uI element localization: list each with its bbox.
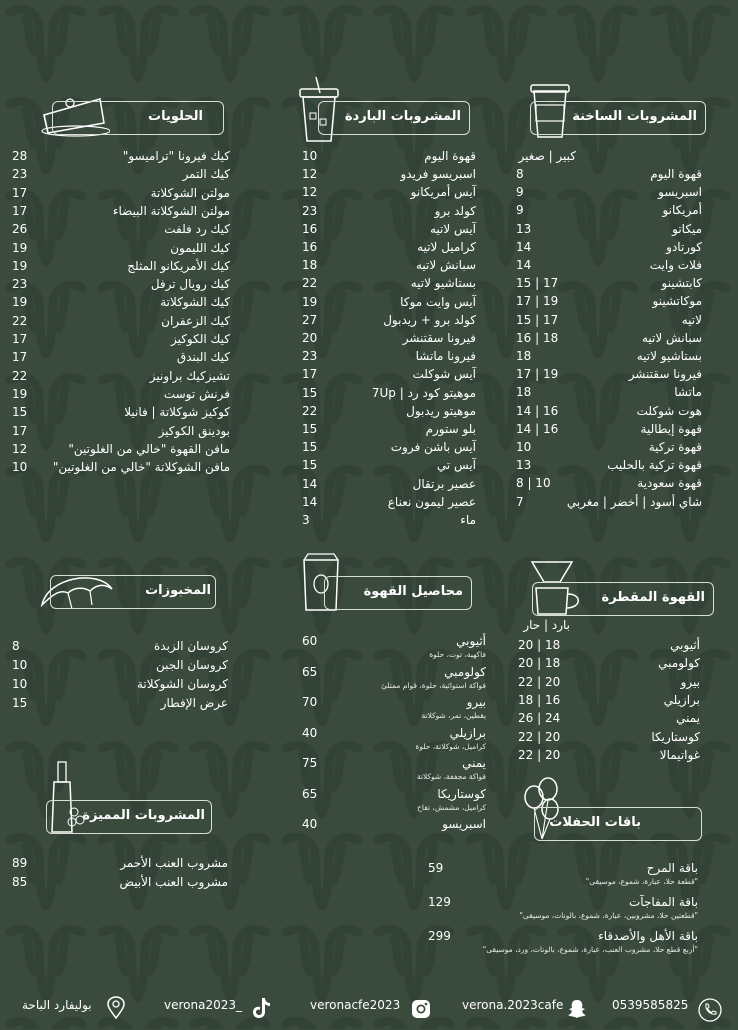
item-price: 23 [302,203,318,218]
item-price: 23 [302,349,318,364]
coffee-beans-header [324,576,472,610]
menu-item [12,186,230,204]
item-price: 89 [12,856,28,870]
item-name: قهوة اليوم [650,167,702,181]
menu-item [12,332,230,350]
menu-item [302,695,486,720]
drip-coffee-section [510,550,738,770]
bakery-header [50,575,216,609]
item-name: تشيزكيك براونيز [149,368,230,383]
item-name: يمني [462,756,486,770]
item-name: آيس باشن فروت [390,440,476,455]
menu-item [418,895,698,920]
item-price: 14 [516,239,532,254]
menu-item [516,240,702,258]
item-price: 3 [302,513,310,527]
item-price: 28 [12,149,28,163]
menu-item [12,875,228,893]
item-name: فيرونا ماتشا [415,349,476,364]
item-price: 27 [302,312,318,327]
item-price: 10 [302,149,318,163]
menu-item [516,185,702,203]
item-price: 70 [302,695,318,709]
temp-header [510,618,570,636]
item-price: 40 [302,817,318,831]
item-price: 22 | 20 [518,729,561,744]
item-price: 9 [516,203,524,218]
menu-item [12,460,230,478]
item-name: كيك الأمريكانو المثلج [127,258,230,273]
item-price: 65 [302,664,318,679]
menu-item [418,861,698,886]
drip-coffee-header [532,582,714,616]
item-price: 15 [302,440,318,455]
item-name: كروسان الشوكلاتة [136,677,228,691]
item-name: كولد برو + ريدبول [383,312,476,327]
item-price: 15 [12,696,28,710]
menu-item [518,748,700,766]
menu-item [518,638,700,656]
menu-item [12,295,230,313]
location-text[interactable]: بوليفارد الباحة [22,998,92,1012]
hot-drinks-section [496,75,738,525]
item-name: هوت شوكلت [636,403,702,418]
item-name: كوستاريكا [651,729,700,744]
item-name: بيرو [680,674,700,689]
item-note: فاكهية، توت، حلوة [429,650,486,659]
menu-item [12,350,230,368]
item-name: لاتيه [681,312,702,327]
menu-item [302,513,476,531]
item-price: 8 [12,639,20,653]
menu-item [516,203,702,221]
menu-item [516,294,702,312]
item-name: أثيوبي [456,634,486,648]
item-price: 15 [12,405,28,420]
item-price: 18 [516,385,532,400]
item-name: اسبريسو فريدو [400,167,476,182]
item-price: 15 [302,458,318,473]
party-packages-header [534,807,702,841]
item-price: 17 [12,423,28,438]
menu-item [302,204,476,222]
item-price: 16 | 18 [516,330,559,345]
item-price: 22 | 20 [518,674,561,689]
menu-item [302,276,476,294]
item-price: 17 | 19 [516,367,559,382]
cold-drinks-title: المشروبات الباردة [344,109,461,124]
item-name: باقة المفاجآت [628,895,698,909]
item-name: موكاتشينو [652,294,702,309]
menu-item [302,295,476,313]
menu-item [516,258,702,276]
menu-item [302,634,486,659]
menu-item [516,222,702,240]
item-price: 40 [302,725,318,740]
item-price: 16 [302,221,318,236]
item-price: 10 [12,658,28,672]
menu-item [12,424,230,442]
item-name: آيس أمريكانو [410,185,476,200]
menu-item [518,730,700,748]
item-price: 15 | 17 [516,312,559,327]
menu-item [302,386,476,404]
special-drinks-section [0,760,240,890]
desserts-title: الحلويات [148,109,203,124]
item-price: 16 [302,240,318,254]
item-name: مافن الشوكلاتة "خالي من الغلوتين" [52,460,230,475]
item-note: "قطعتين حلا، مشروبين، عبارة، شموع، بالونات، موسيقى" [519,911,698,920]
item-name: قهوة تركية بالحليب [607,458,702,473]
party-packages-section [410,775,738,965]
drip-coffee-title: القهوة المقطرة [601,590,705,605]
menu-item [302,222,476,240]
item-note: يقطين، تمر، شوكلاتة [421,711,486,720]
item-price: 60 [302,634,318,648]
menu-item [302,664,486,690]
item-name: موهيتو كود رد | 7Up [371,385,476,400]
instagram-handle[interactable]: veronacfe2023 [310,998,401,1012]
menu-item [302,477,476,495]
menu-item [516,313,702,331]
cold-drinks-section [296,75,486,545]
item-price: 17 [12,185,28,200]
item-name: بودينق الكوكيز [158,423,230,438]
menu-item [516,276,702,294]
phone-icon[interactable] [698,998,722,1022]
item-price: 22 [302,403,318,418]
item-name: كولومبي [444,664,486,679]
menu-item [516,385,702,403]
item-name: كراميل لاتيه [417,240,476,254]
menu-item [302,258,476,276]
item-price: 10 [12,460,28,475]
item-name: كروسان الجبن [156,658,228,672]
bakery-section [0,565,240,715]
special-drinks-title: المشروبات المميزة [82,808,205,823]
menu-item [12,639,228,657]
menu-item [302,331,476,349]
item-name: مافن القهوة "خالي من الغلوتين" [68,441,230,456]
menu-item [302,185,476,203]
menu-item [12,442,230,460]
item-price: 14 [302,494,318,509]
item-name: كوكيز شوكلاتة | فانيلا [124,405,230,420]
item-name: سبانش لاتيه [641,330,702,345]
menu-item [518,693,700,711]
item-name: أمريكانو [662,203,702,218]
item-price: 59 [428,861,444,875]
menu-item [12,241,230,259]
item-name: قهوة سعودية [637,476,702,491]
item-name: مولتن الشوكلاتة [150,185,230,200]
menu-item [516,167,702,185]
item-price: 8 | 10 [516,476,551,491]
item-price: 19 [12,386,28,401]
desserts-section [0,75,240,495]
tiktok-handle[interactable]: verona2023_ [164,998,242,1012]
item-note: فواكة استوائية، حلوة، قوام ممتلئ [381,680,486,690]
item-name: برازيلي [449,725,486,740]
menu-item [516,476,702,494]
item-name: ميكاتو [672,221,702,236]
item-price: 12 [12,441,28,456]
phone-number[interactable]: 0539585825 [612,998,689,1012]
item-name: كيك رويال ترفل [150,277,230,292]
menu-item [12,277,230,295]
menu-item [518,656,700,674]
item-name: بستاشيو لاتيه [636,349,702,363]
location-pin-icon[interactable] [106,996,126,1020]
item-note: فواكة مجففة، شوكلاتة [416,772,486,781]
snapchat-icon[interactable] [566,998,588,1020]
item-price: 14 | 16 [516,403,559,418]
item-price: 17 | 19 [516,294,559,309]
item-price: 22 [12,368,28,383]
item-name: بيرو [466,695,486,709]
menu-item [302,149,476,167]
item-name: أثيوبي [670,638,700,652]
item-name: كيك الليمون [170,240,230,255]
item-price: 14 | 16 [516,421,559,436]
item-name: عصير ليمون نعناع [387,494,476,509]
item-name: اسبريسو [658,185,702,200]
menu-item [516,367,702,385]
item-name: مولتن الشوكلاتة البيضاء [112,203,230,218]
item-name: كيك التمر [182,167,230,182]
menu-item [12,658,228,676]
item-name: كيك الشوكلاتة [160,295,230,310]
item-name: قهوة تركية [648,440,702,454]
menu-item [12,856,228,874]
temp-header-label: بارد | حار [523,618,570,632]
item-note: "قطعة حلا، عبارة، شموع، موسيقى" [585,877,698,886]
menu-item [12,677,228,695]
menu-item [302,756,486,781]
menu-item [302,313,476,331]
menu-item [12,696,228,714]
item-price: 9 [516,185,524,200]
item-note: كراميل، شوكلاتة، حلوة [415,741,486,751]
menu-item [302,495,476,513]
item-price: 15 [302,422,318,436]
menu-item [12,149,230,167]
item-name: كروسان الزبدة [153,639,228,653]
item-name: فيرونا سقتنشر [628,367,702,382]
item-name: مشروب العنب الأبيض [119,874,228,889]
item-name: كورتادو [666,239,702,254]
hot-drinks-title: المشروبات الساخنة [572,109,697,124]
menu-item [516,422,702,440]
item-name: آيس تي [436,458,476,473]
item-price: 22 [302,276,318,291]
item-note: "أربع قطع حلا، مشروب العنب، عبارة، شموع، بالونات، ورد، موسيقى" [482,945,698,954]
item-price: 17 [12,350,28,365]
item-name: فرنش توست [163,386,230,401]
menu-item [516,440,702,458]
item-price: 14 [302,476,318,491]
item-price: 10 [12,677,28,691]
item-name: ماتشا [674,385,702,400]
size-header-label: كبير | صغير [518,149,576,163]
item-name: ماء [460,513,476,527]
cold-drinks-header [318,101,470,135]
item-price: 85 [12,874,28,889]
menu-item [516,331,702,349]
item-price: 129 [428,895,451,909]
item-price: 18 [516,349,532,363]
menu-item [12,387,230,405]
item-name: كيك فيرونا "تراميسو" [122,149,230,163]
item-price: 20 | 18 [518,638,561,652]
bakery-title: المخبوزات [145,583,211,598]
item-name: شاي أسود | أخضر | مغربي [566,494,702,509]
item-name: غواتيمالا [659,747,700,762]
item-price: 15 [302,385,318,400]
item-price: 18 | 16 [518,692,561,707]
item-name: عرض الإفطار [160,696,228,710]
menu-item [12,222,230,240]
menu-item [516,495,702,513]
item-price: 19 [12,258,28,273]
item-price: 15 | 17 [516,276,559,291]
menu-item [516,458,702,476]
item-price: 10 [516,440,532,454]
tiktok-icon[interactable] [248,996,272,1020]
menu-item [302,404,476,422]
item-price: 13 [516,458,532,473]
item-price: 13 [516,221,532,236]
item-name: كيك البندق [176,350,230,365]
item-price: 17 [302,367,318,382]
footer-contacts [0,990,738,1030]
menu-item [302,240,476,258]
special-drinks-header [46,800,212,834]
item-note: كراميل، مشمش، تفاح [417,802,486,812]
menu-item [516,349,702,367]
desserts-header [52,101,224,135]
item-name: قهوة إيطالية [640,421,702,436]
menu-item [518,711,700,729]
item-name: عصير برتقال [412,476,476,491]
menu-item [302,458,476,476]
size-header [496,149,576,167]
item-price: 22 [12,313,28,328]
item-price: 22 | 20 [518,747,561,762]
menu-item [12,405,230,423]
coffee-beans-title: محاصيل القهوة [363,584,463,599]
item-price: 14 [516,258,532,272]
item-price: 19 [12,240,28,255]
item-name: كولد برو [434,203,476,218]
menu-item [302,440,476,458]
item-price: 75 [302,756,318,770]
item-price: 299 [428,929,451,943]
menu-item [302,422,476,440]
item-price: 17 [12,203,28,218]
item-name: اسبريسو [442,817,486,831]
item-name: مشروب العنب الأحمر [120,856,228,870]
menu-item [12,369,230,387]
item-price: 20 [302,331,318,345]
menu-item [302,349,476,367]
item-price: 23 [12,277,28,292]
item-name: باقة المرح [646,861,698,875]
menu-item [516,404,702,422]
item-name: بلو ستورم [425,422,476,436]
instagram-icon[interactable] [410,998,432,1020]
item-name: باقة الأهل والأصدقاء [598,929,698,943]
item-price: 18 [302,258,318,273]
item-name: كيك الكوكيز [170,332,230,346]
item-name: فيرونا سقتنشر [402,331,476,345]
menu-item [12,259,230,277]
menu-item [518,675,700,693]
snapchat-handle[interactable]: verona.2023cafe [462,998,564,1012]
item-price: 19 [12,295,28,310]
item-price: 26 | 24 [518,711,561,726]
item-price: 19 [302,294,318,309]
item-name: بستاشيو لاتيه [410,276,476,291]
item-name: قهوة اليوم [424,149,476,163]
party-packages-title: باقات الحفلات [549,815,641,830]
menu-item [302,725,486,751]
item-price: 17 [12,332,28,346]
item-price: 7 [516,494,524,509]
item-price: 23 [12,167,28,182]
item-name: يمني [676,711,700,726]
menu-item [418,929,698,954]
item-name: كيك رد فلفت [164,222,230,237]
item-name: كولومبي [658,656,700,671]
menu-item [12,167,230,185]
menu-item [12,204,230,222]
item-name: موهيتو ريدبول [406,403,476,418]
item-name: كوستاريكا [437,786,486,801]
item-name: برازيلي [663,692,700,707]
item-name: آيس شوكلت [412,367,476,382]
item-name: فلات وايت [649,258,702,272]
item-name: كابتشينو [661,276,702,291]
item-name: كيك الزعفران [161,313,230,328]
item-price: 12 [302,185,318,200]
menu-item [12,314,230,332]
item-name: سبانش لاتيه [415,258,476,273]
menu-item [302,167,476,185]
item-price: 8 [516,167,524,181]
item-price: 65 [302,786,318,801]
item-price: 20 | 18 [518,656,561,671]
item-name: آيس لاتيه [429,221,476,236]
menu-item [302,367,476,385]
item-name: آيس وايت موكا [400,294,476,309]
item-price: 12 [302,167,318,182]
hot-drinks-header [530,101,706,135]
item-price: 26 [12,222,28,237]
